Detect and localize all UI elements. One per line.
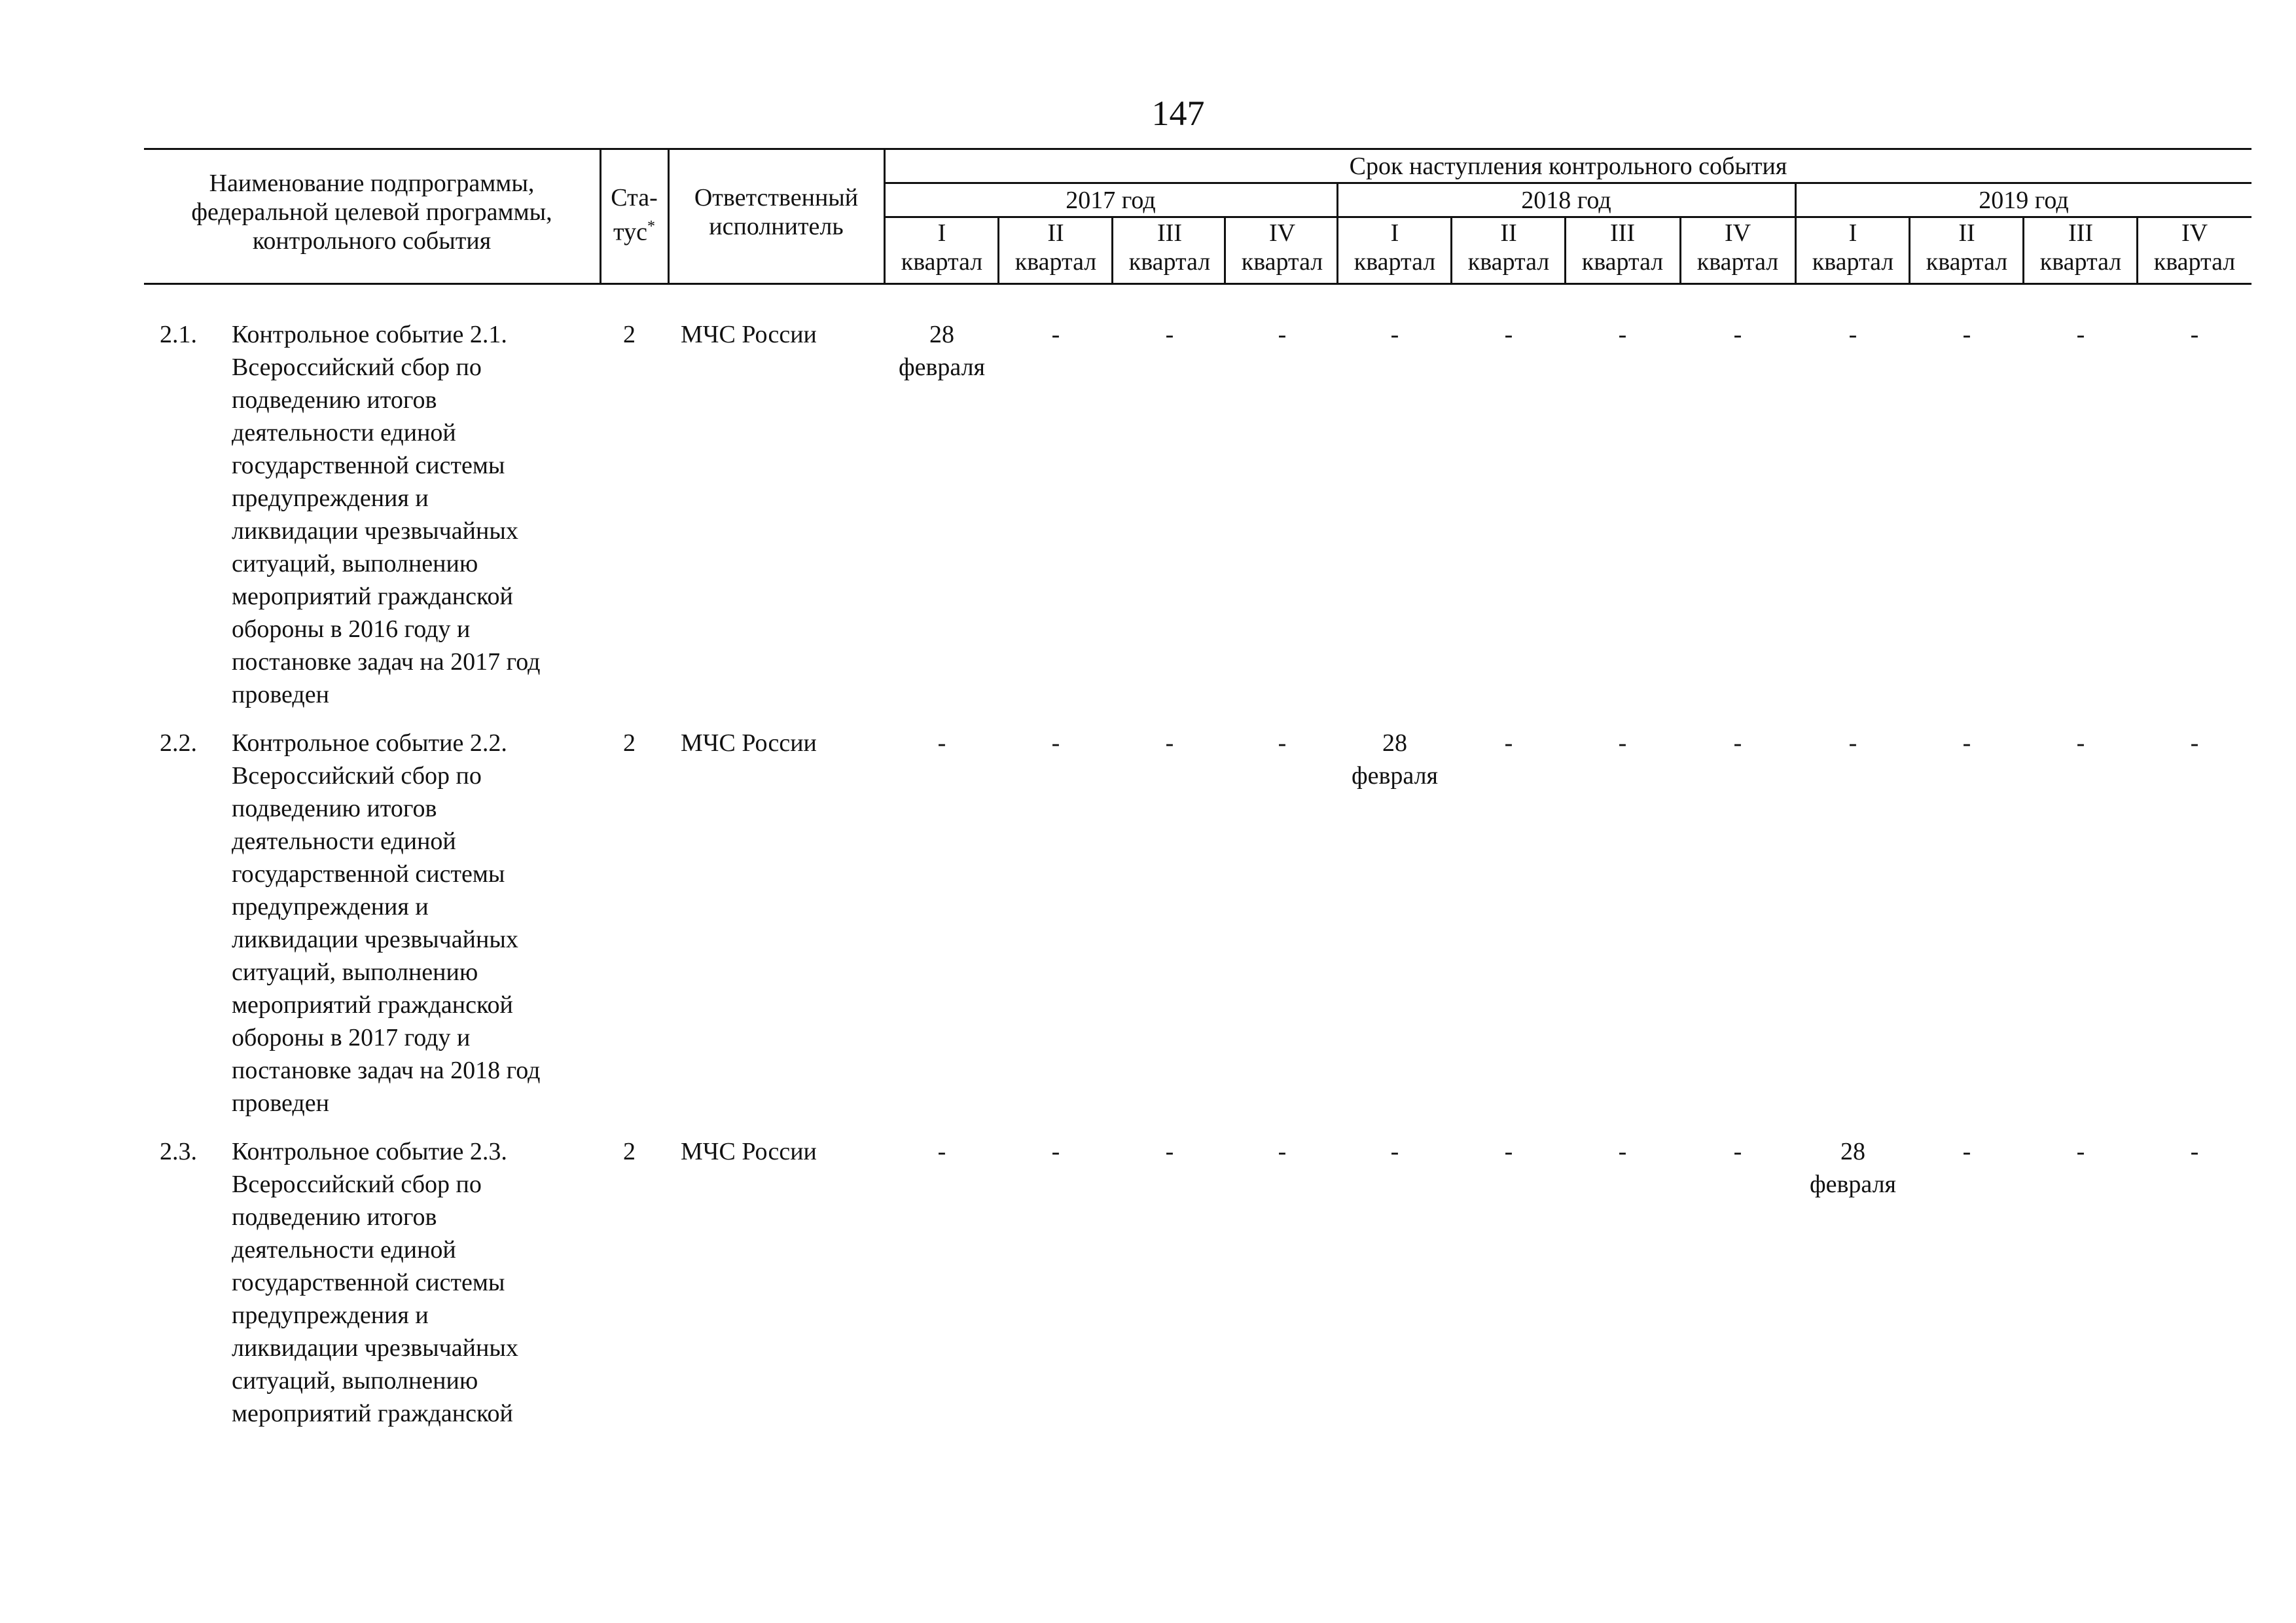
quarter-cell: - [1165, 321, 1174, 348]
quarter-cell: - [1618, 1138, 1627, 1165]
quarter-cell: 28 февраля [1351, 729, 1439, 790]
quarter-roman: I [1848, 219, 1857, 247]
header-status-column [601, 183, 668, 247]
quarter-cell: - [1962, 729, 1971, 757]
quarter-header [2024, 219, 2138, 276]
quarter-cell: - [1278, 321, 1287, 348]
quarter-word: квартал [1926, 248, 2008, 276]
quarter-word: квартал [1014, 248, 1097, 276]
quarter-roman: III [1157, 219, 1182, 247]
quarter-roman: IV [1268, 219, 1296, 247]
event-description: Контрольное событие 2.1. Всероссийский сбор по подведению итогов деятельности единой государственной системы предупреждения и ликвидации чрезвычайных ситуаций, выполнению мероприятий гражданской обороны в 2016 году и постановке задач на 2017 год проведен [232, 321, 541, 708]
row-number: 2.2. [160, 729, 197, 757]
header-executor-column: Ответственный исполнитель [694, 184, 859, 240]
quarter-cell: - [1962, 321, 1971, 348]
quarter-word: квартал [2039, 248, 2122, 276]
quarter-cell: - [1390, 1138, 1399, 1165]
quarter-cell: - [1618, 321, 1627, 348]
quarter-roman: II [1958, 219, 1975, 247]
row-executor: МЧС России [681, 321, 817, 348]
quarter-header [1681, 219, 1795, 276]
quarter-header [999, 219, 1113, 276]
status-footnote-mark: * [647, 218, 655, 235]
years-rule [884, 182, 2251, 184]
row-executor: МЧС России [681, 1138, 817, 1165]
quarter-cell: - [2190, 321, 2199, 348]
quarter-cell: - [1051, 1138, 1060, 1165]
quarter-cell: - [1504, 1138, 1513, 1165]
quarter-roman: III [2068, 219, 2093, 247]
row-number: 2.1. [160, 321, 197, 348]
quarter-cell: - [2076, 1138, 2085, 1165]
quarter-cell: - [1051, 729, 1060, 757]
quarter-cell: - [1504, 321, 1513, 348]
header-status-line2: тус [613, 218, 647, 246]
quarter-word: квартал [1581, 248, 1664, 276]
quarter-header [1225, 219, 1339, 276]
quarter-cell: - [2076, 729, 2085, 757]
quarter-word: квартал [1241, 248, 1323, 276]
quarter-roman: IV [2181, 219, 2208, 247]
quarter-cell: - [1962, 1138, 1971, 1165]
header-name-column: Наименование подпрограммы, федеральной целевой программы, контрольного события [191, 170, 552, 255]
year-2019: 2019 год [1979, 187, 2069, 214]
quarter-cell: - [1504, 729, 1513, 757]
quarter-header [1910, 219, 2024, 276]
quarter-cell: - [1733, 1138, 1742, 1165]
quarter-cell: - [1733, 729, 1742, 757]
quarter-cell: - [1165, 1138, 1174, 1165]
quarter-roman: I [937, 219, 946, 247]
quarter-word: квартал [1696, 248, 1779, 276]
quarter-roman: III [1610, 219, 1635, 247]
year-2018: 2018 год [1521, 187, 1611, 214]
page-number: 147 [1151, 94, 1205, 133]
quarter-cell: - [1390, 321, 1399, 348]
quarter-header [2138, 219, 2251, 276]
quarter-cell: 28 февраля [898, 321, 986, 381]
quarter-cell: - [937, 729, 946, 757]
quarter-cell: 28 февраля [1809, 1138, 1897, 1198]
quarter-cell: - [2076, 321, 2085, 348]
header-status-line1: Ста- [611, 184, 658, 211]
quarter-cell: - [1733, 321, 1742, 348]
event-description: Контрольное событие 2.3. Всероссийский сбор по подведению итогов деятельности единой государственной системы предупреждения и ликвидации чрезвычайных ситуаций, выполнению мероприятий гражданской [232, 1138, 518, 1427]
quarter-cell: - [1848, 321, 1857, 348]
quarter-word: квартал [2153, 248, 2236, 276]
row-status: 2 [623, 321, 636, 348]
header-status-line2-wrap [601, 212, 668, 247]
quarter-cell: - [2190, 729, 2199, 757]
quarter-cell: - [2190, 1138, 2199, 1165]
header-bottom-rule [144, 283, 2251, 285]
quarter-word: квартал [1128, 248, 1211, 276]
quarter-cell: - [1848, 729, 1857, 757]
quarter-cell: - [1618, 729, 1627, 757]
header-top-rule [144, 148, 2251, 150]
event-description: Контрольное событие 2.2. Всероссийский сбор по подведению итогов деятельности единой государственной системы предупреждения и ликвидации чрезвычайных ситуаций, выполнению мероприятий гражданской обороны в 2017 году и постановке задач на 2018 год проведен [232, 729, 541, 1117]
row-status: 2 [623, 1138, 636, 1165]
quarter-cell: - [1278, 1138, 1287, 1165]
quarter-roman: II [1500, 219, 1517, 247]
quarter-roman: IV [1724, 219, 1751, 247]
quarter-roman: II [1047, 219, 1064, 247]
quarter-header [1796, 219, 1910, 276]
quarter-cell: - [937, 1138, 946, 1165]
quarter-cell: - [1051, 321, 1060, 348]
quarter-cell: - [1165, 729, 1174, 757]
quarter-header [885, 219, 999, 276]
quarter-word: квартал [1467, 248, 1550, 276]
quarter-header [1113, 219, 1227, 276]
row-number: 2.3. [160, 1138, 197, 1165]
quarter-header [1338, 219, 1452, 276]
year-2017: 2017 год [1066, 187, 1156, 214]
row-executor: МЧС России [681, 729, 817, 757]
quarter-roman: I [1390, 219, 1399, 247]
quarters-rule [884, 216, 2251, 218]
quarter-word: квартал [901, 248, 983, 276]
row-status: 2 [623, 729, 636, 757]
quarter-word: квартал [1812, 248, 1894, 276]
header-deadline-column: Срок наступления контрольного события [1349, 153, 1787, 180]
quarter-header [1566, 219, 1679, 276]
quarter-word: квартал [1354, 248, 1436, 276]
quarter-cell: - [1278, 729, 1287, 757]
quarter-header [1452, 219, 1566, 276]
